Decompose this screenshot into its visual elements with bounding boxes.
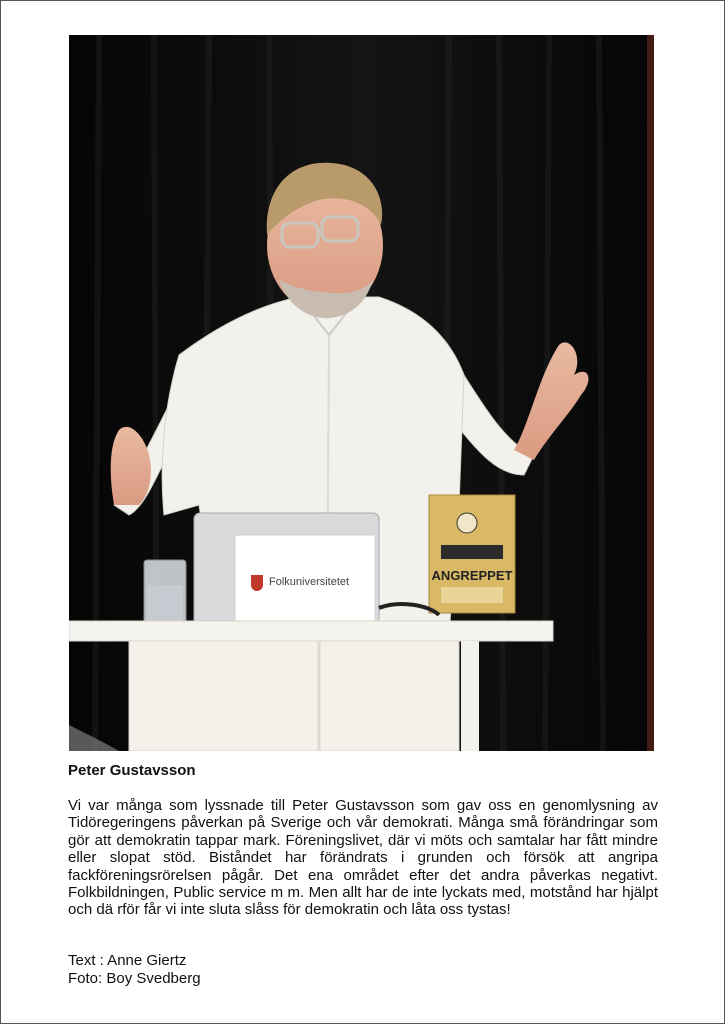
speaker-illustration xyxy=(69,35,654,751)
photo-credit: Foto: Boy Svedberg xyxy=(68,970,201,987)
podium xyxy=(129,641,459,751)
laptop-sign-text: Folkuniversitetet xyxy=(269,576,350,588)
book-cover xyxy=(429,495,515,613)
credits xyxy=(68,952,201,988)
caption-title: Peter Gustavsson xyxy=(68,762,196,779)
book-title: ANGREPPET xyxy=(431,568,513,583)
event-photo xyxy=(69,35,654,751)
folkuniversitetet-logo xyxy=(251,575,263,591)
text-credit: Text : Anne Giertz xyxy=(68,952,187,969)
article-paragraph: Vi var många som lyssnade till Peter Gustavsson som gav oss en genomlysning av Tidöregeringens påverkan på Sverige och vår demokrati. Många små förändringar som gör att demokratin tappar mark. Föreningslivet, där vi möts och samtalar har fått mindre eller slopat stöd. Biståndet har förändrats i grunden och försök att angripa fackföreningsrörelsen pågår. Det ena området efter det andra påverkas negativt. Folkbildningen, Public service m m. Men allt har de inte lyckats med, motstånd har hjälpt och dä rför får vi inte sluta slåss för demokratin och låta oss tystas! xyxy=(68,797,658,919)
podium-top xyxy=(69,621,553,641)
